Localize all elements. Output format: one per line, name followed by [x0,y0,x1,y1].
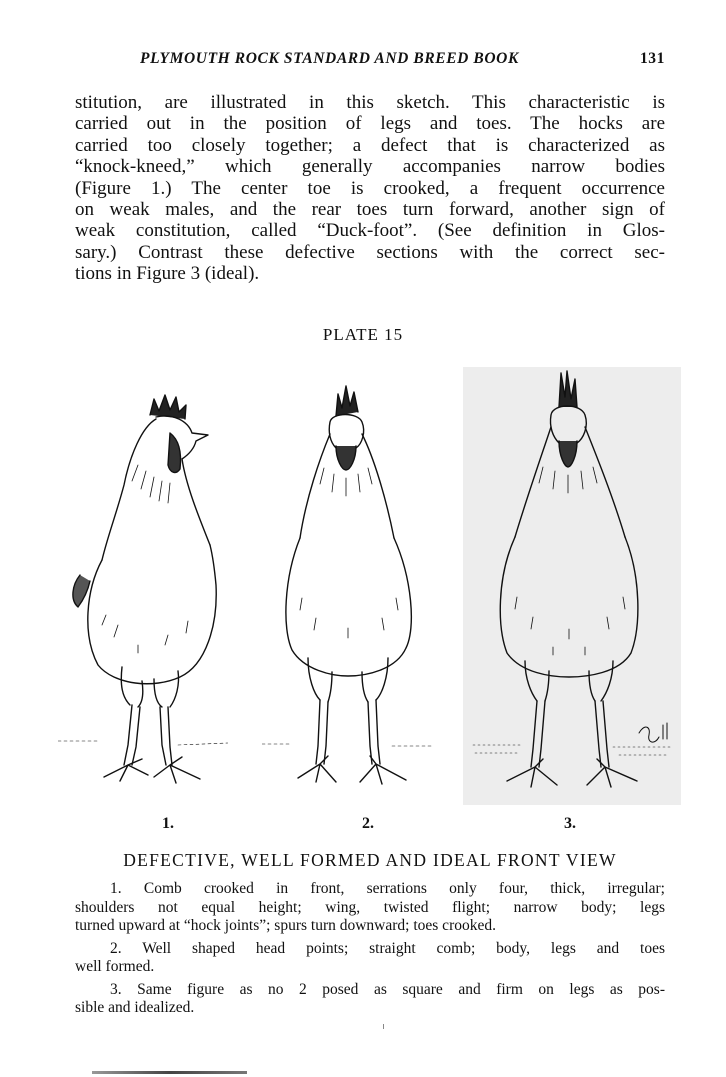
note-line: well formed. [75,958,155,975]
scan-smudge [92,1071,247,1074]
figure-3-rooster-illustration [463,367,681,805]
body-line: stitution, are illustrated in this sketch. This characteristic is [75,92,665,113]
page-number: 131 [639,50,665,67]
note-line: sible and idealized. [75,999,195,1016]
book-title: PLYMOUTH ROCK STANDARD AND BREED BOOK [140,50,519,67]
figure-label-3: 3. [564,815,576,832]
figure-label-2: 2. [362,815,374,832]
running-head [140,50,665,72]
body-line: on weak males, and the rear toes turn forward, another sign of [75,199,665,221]
caption-title: DEFECTIVE, WELL FORMED AND IDEAL FRONT VIEW [123,850,617,870]
body-line: sary.) Contrast these defective sections with the correct sec- [75,241,665,263]
figure-1-rooster-illustration [58,385,228,805]
note-line: 2. Well shaped head points; straight comb; body, legs and toes [110,939,665,957]
body-paragraph [75,92,665,285]
body-line: weak constitution, called “Duck-foot”. (See definition in Glos- [75,220,665,242]
body-line: (Figure 1.) The center toe is crooked, a frequent occurrence [75,177,665,199]
note-line: 1. Comb crooked in front, serrations only four, thick, irregular; [110,880,665,897]
figure-label-1: 1. [162,815,174,832]
print-mark [383,1024,384,1029]
note-line: 3. Same figure as no 2 posed as square and firm on legs as pos- [110,980,665,998]
body-line: tions in Figure 3 (ideal). [75,263,260,285]
plate-title: PLATE 15 [322,325,404,344]
body-line: carried too closely together; a defect that is characterized as [75,134,665,156]
figure-2-rooster-illustration [262,378,432,806]
note-line: turned upward at “hock joints”; spurs turn downward; toes crooked. [75,917,496,934]
note-line: shoulders not equal height; wing, twisted flight; narrow body; legs [75,898,665,916]
body-line: “knock-kneed,” which generally accompanies narrow bodies [75,156,665,178]
body-line: carried out in the position of legs and toes. The hocks are [75,113,665,135]
caption-notes [75,880,665,1018]
